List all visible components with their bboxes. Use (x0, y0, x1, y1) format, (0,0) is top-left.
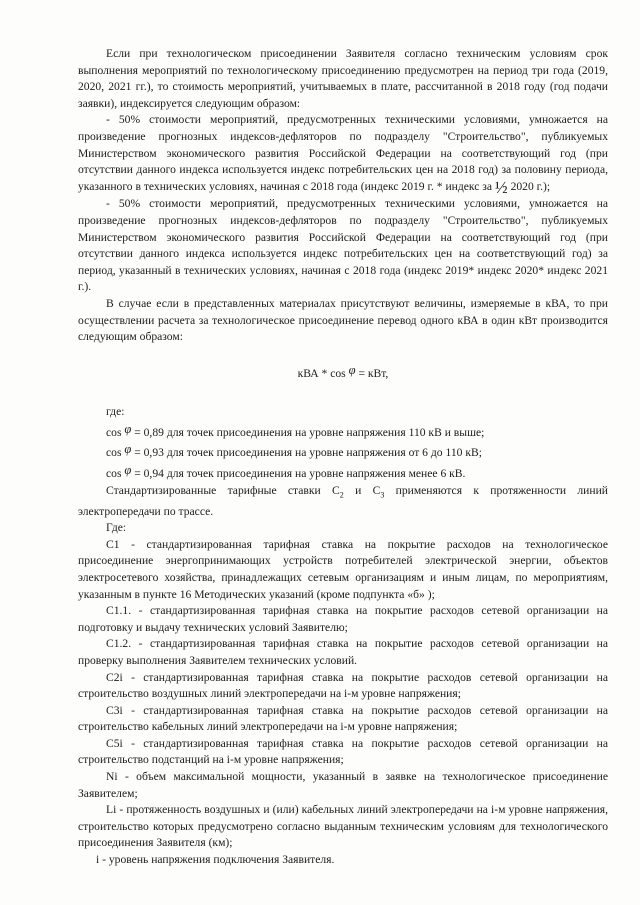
half-period-text: - 50% стоимости мероприятий, предусмотренных техническими условиями, умножается на произведение прогнозных индексов-дефляторов по подразделу "Строительство", публикуемых Министерством экономического развития Российской Федерации на соответствующий год (при отсутствии данного индекса используется индекс потребительских цен на 2018 год) за половину периода, указанного в технических условиях, начиная с 2018 года (индекс 2019 г. * индекс за (78, 113, 608, 193)
definition-c3i: С3i - стандартизированная тарифная ставка на покрытие расходов сетевой организации на строительство кабельных линий электропередачи на i-м уровне напряжения; (78, 703, 608, 734)
definition-c1-1: С1.1. - стандартизированная тарифная ставка на покрытие расходов сетевой организации на подготовку и выдачу технических условий Заявителю; (78, 604, 608, 634)
definition-ni: Ni - объем максимальной мощности, указанный в заявке на технологическое присоединение Заявителем; (78, 770, 608, 800)
tariff-text-c: применяются к протяженности линий электропередачи по трассе. (78, 483, 608, 518)
cos-line-6-110 (78, 441, 608, 462)
definition-i: i - уровень напряжения подключения Заявителя. (96, 853, 335, 867)
definition-c5i: С5i - стандартизированная тарифная ставка на покрытие расходов сетевой организации на строительство подстанций на i-м уровне напряжения; (78, 736, 608, 767)
cos-line-110 (78, 421, 608, 442)
half-fraction: ½ (494, 177, 508, 197)
phi-symbol: φ (124, 442, 132, 457)
where-label-2: Где: (106, 521, 127, 535)
paragraph-half-period (78, 112, 608, 196)
half-period-end: 2020 г.); (510, 179, 551, 193)
conversion-formula (78, 362, 608, 383)
cos-value: = 0,89 для точек присоединения на уровне напряжения 110 кВ и выше; (134, 425, 485, 439)
cos-label: cos (106, 446, 122, 460)
paragraph-indexation-intro: Если при технологическом присоединении Заявителя согласно техническим условиям срок выполнения мероприятий по технологическому присоединению предусмотрен на период три года (2019, 2020, 2021 гг.), то стоимость мероприятий, учитываемых в плате, рассчитанной в 2018 году (год подачи заявки), индексируется следующим образом: (78, 47, 608, 110)
phi-symbol: φ (348, 362, 356, 377)
definition-c1: С1 - стандартизированная тарифная ставка на покрытие расходов на технологическое присоединение энергопринимающих устройств потребителей электрической энергии, объектов электросетевого хозяйства, принадлежащих сетевым организациям и иным лицам, по мероприятиям, указанным в пункте 16 Методических указаний (кроме подпункта «б» ); (78, 537, 608, 601)
cos-value: = 0,93 для точек присоединения на уровне напряжения от 6 до 110 кВ; (134, 446, 482, 460)
tariff-text-a: Стандартизированные тарифные ставки С (106, 483, 340, 497)
cos-value: = 0,94 для точек присоединения на уровне напряжения менее 6 кВ. (134, 467, 466, 481)
paragraph-tariff-rates (78, 483, 608, 521)
cos-label: cos (106, 467, 122, 481)
cos-label: cos (106, 425, 122, 439)
definition-li: Li - протяженность воздушных и (или) кабельных линий электропередачи на i-м уровне напряжения, строительство которых предусмотрено согласно выданным техническим условиям для технологического присоединения Заявителя (км); (78, 803, 608, 850)
where-label: где: (106, 405, 125, 419)
definition-c2i: С2i - стандартизированная тарифная ставка на покрытие расходов сетевой организации на строительство воздушных линий электропередачи на i-м уровне напряжения; (78, 670, 608, 701)
paragraph-full-period: - 50% стоимости мероприятий, предусмотренных техническими условиями, умножается на произведение прогнозных индексов-дефляторов по подразделу "Строительство", публикуемых Министерством экономического развития Российской Федерации на соответствующий год (при отсутствии данного индекса используется индекс потребительских цен на соответствующий год) за период, указанный в технических условиях, начиная с 2018 года (индекс 2019* индекс 2020* индекс 2021 г.). (78, 197, 608, 294)
subscript-2: 2 (339, 489, 344, 499)
phi-symbol: φ (124, 421, 132, 436)
formula-right: = кВт, (358, 366, 389, 380)
document-body (78, 46, 608, 869)
definition-c1-2: С1.2. - стандартизированная тарифная ставка на покрытие расходов сетевой организации на проверку выполнения Заявителем технических условий. (78, 637, 608, 667)
tariff-text-b: и С (343, 483, 381, 497)
cos-line-below-6 (78, 462, 608, 483)
subscript-3: 3 (380, 489, 385, 499)
paragraph-kva-conversion: В случае если в представленных материалах присутствуют величины, измеряемые в кВА, то при осуществлении расчета за технологическое присоединение перевод одного кВА в один кВт производится следующим образом: (78, 296, 608, 344)
formula-left: кВА * cos (297, 366, 346, 380)
phi-symbol: φ (124, 463, 132, 478)
